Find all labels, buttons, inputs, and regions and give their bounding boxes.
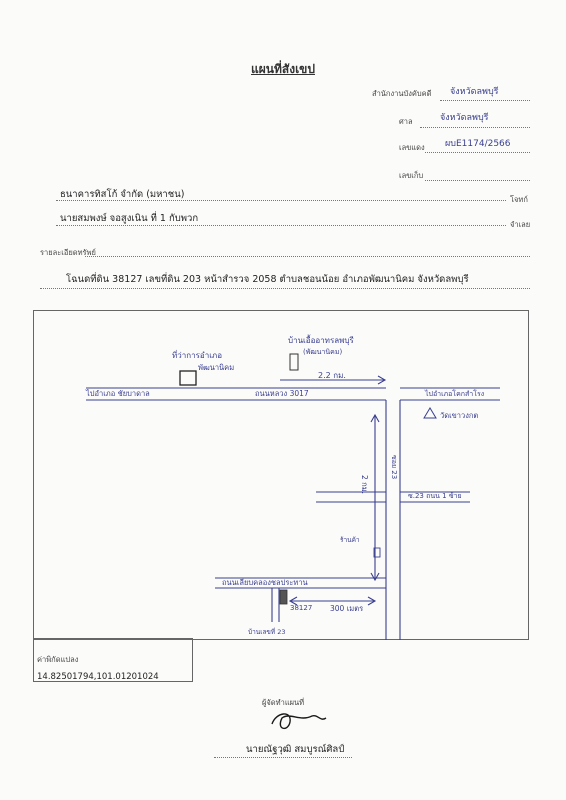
asset-description: โฉนดที่ดิน 38127 เลขที่ดิน 203 หน้าสำรวจ 2058 ตำบลชอนน้อย อำเภอพัฒนานิคม จังหวัดลพบุรี: [66, 274, 469, 285]
asset-section-label: รายละเอียดทรัพย์: [40, 248, 96, 257]
map-label-shop-small: ร้านค้า: [340, 536, 360, 544]
map-label-road: ซอย 23: [390, 455, 398, 480]
defendant-value: นายสมพงษ์ จอสูงเนิน ที่ 1 กับพวก: [60, 213, 199, 224]
map-label-distance-bottom: 300 เมตร: [330, 604, 364, 613]
map-label-highway: ถนนหลวง 3017: [255, 389, 309, 398]
page-title: แผนที่สังเขป: [251, 62, 315, 76]
map-maker-name: นายณัฐวุฒิ สมบูรณ์ศิลป์: [246, 744, 345, 755]
coordinates-value: 14.82501794,101.01201024: [37, 672, 159, 682]
map-label-housing-sub: (พัฒนานิคม): [303, 348, 343, 356]
coordinates-label: ค่าพิกัดแปลง: [37, 655, 79, 664]
plaintiff-label: โจทก์: [510, 195, 528, 204]
map-label-district-office-name: พัฒนานิคม: [198, 363, 235, 372]
case-receipt-label: เลขเก็บ: [399, 171, 424, 180]
map-maker-label: ผู้จัดทำแผนที่: [262, 698, 305, 707]
map-label-distance-vertical: 2 กม.: [360, 475, 369, 495]
plaintiff-value: ธนาคารทิสโก้ จำกัด (มหาชน): [60, 189, 185, 200]
map-label-to-left: ไปอำเภอ ชัยบาดาล: [86, 389, 150, 398]
map-label-house: บ้านเลขที่ 23: [248, 628, 286, 636]
case-number-value: ผบE1174/2566: [445, 139, 511, 149]
defendant-label: จำเลย: [510, 220, 531, 229]
map-label-distance-top: 2.2 กม.: [318, 371, 346, 380]
court-label: ศาล: [399, 117, 413, 126]
map-label-soi: ซ.23 ถนน 1 ซ้าย: [408, 492, 462, 500]
case-number-label: เลขแดง: [399, 143, 425, 152]
map-label-district-office: ที่ว่าการอำเภอ: [172, 351, 222, 360]
map-label-plot: 38127: [290, 604, 313, 612]
map-label-canal-road: ถนนเลียบคลองชลประทาน: [222, 578, 308, 587]
map-label-to-right: ไปอำเภอโคกสำโรง: [425, 390, 485, 398]
signature-stroke: [272, 714, 326, 728]
court-office-label: สำนักงานบังคับคดี: [372, 89, 432, 98]
map-label-housing: บ้านเอื้ออาทรลพบุรี: [288, 336, 354, 345]
court-value: จังหวัดลพบุรี: [440, 113, 489, 123]
court-office-value: จังหวัดลพบุรี: [450, 87, 499, 97]
map-label-temple: วัดเขาวงกต: [440, 411, 479, 420]
